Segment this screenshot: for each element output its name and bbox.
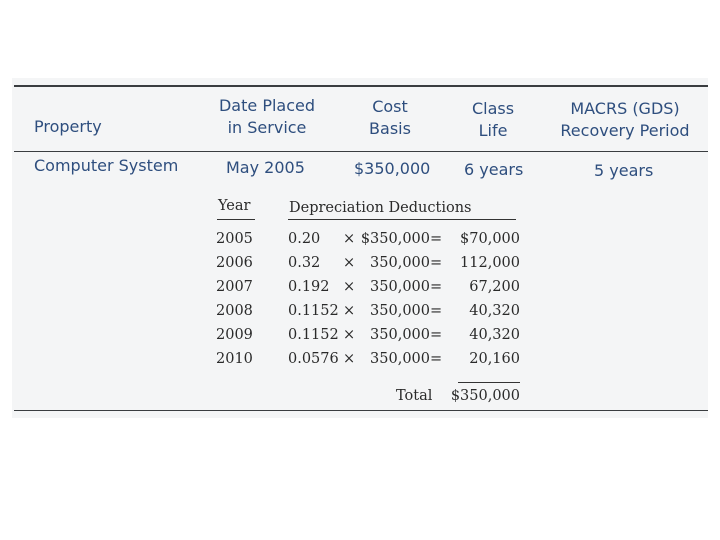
row-basis: 350,000: [370, 255, 430, 271]
row-basis: 350,000: [370, 327, 430, 343]
row-equals-sign: =: [430, 255, 443, 271]
schedule-year-header: Year: [218, 198, 251, 214]
deductions-header-underline: [288, 219, 516, 220]
row-equals-sign: =: [430, 351, 443, 367]
row-basis: 350,000: [370, 279, 430, 295]
row-year: 2010: [216, 351, 253, 367]
row-equals-sign: =: [430, 231, 443, 247]
header-property: Property: [34, 117, 102, 136]
asset-recovery-period: 5 years: [594, 161, 654, 180]
asset-date-placed: May 2005: [226, 158, 305, 177]
row-year: 2007: [216, 279, 253, 295]
row-rate: 0.20: [288, 231, 321, 247]
schedule-deductions-header: Depreciation Deductions: [289, 200, 472, 216]
row-times-sign: ×: [343, 351, 356, 367]
row-rate: 0.1152: [288, 303, 339, 319]
row-amount: 67,200: [469, 279, 520, 295]
row-amount: $70,000: [460, 231, 520, 247]
header-class-life: Class Life: [471, 99, 515, 140]
row-times-sign: ×: [343, 255, 356, 271]
row-basis: $350,000: [360, 231, 430, 247]
row-rate: 0.1152: [288, 327, 339, 343]
total-underline: [458, 382, 520, 383]
row-times-sign: ×: [343, 327, 356, 343]
row-amount: 112,000: [460, 255, 520, 271]
row-times-sign: ×: [343, 231, 356, 247]
table-bottom-rule: [14, 410, 708, 411]
row-year: 2005: [216, 231, 253, 247]
asset-cost-basis: $350,000: [354, 159, 431, 178]
header-cost-basis: Cost Basis: [369, 97, 411, 138]
row-rate: 0.0576: [288, 351, 339, 367]
total-label: Total: [396, 388, 433, 404]
row-rate: 0.32: [288, 255, 321, 271]
year-header-underline: [217, 219, 255, 220]
row-rate: 0.192: [288, 279, 330, 295]
header-bottom-rule: [14, 151, 708, 152]
row-amount: 40,320: [469, 303, 520, 319]
total-amount: $350,000: [450, 388, 520, 404]
row-times-sign: ×: [343, 279, 356, 295]
asset-class-life: 6 years: [464, 160, 524, 179]
header-macrs-recovery-period: MACRS (GDS) Recovery Period: [560, 99, 690, 140]
table-top-rule: [14, 85, 708, 87]
row-equals-sign: =: [430, 279, 443, 295]
asset-property: Computer System: [34, 156, 179, 175]
header-date-placed: Date Placed in Service: [218, 96, 316, 137]
row-basis: 350,000: [370, 303, 430, 319]
row-amount: 20,160: [469, 351, 520, 367]
row-year: 2009: [216, 327, 253, 343]
row-year: 2006: [216, 255, 253, 271]
row-basis: 350,000: [370, 351, 430, 367]
row-equals-sign: =: [430, 303, 443, 319]
row-amount: 40,320: [469, 327, 520, 343]
row-year: 2008: [216, 303, 253, 319]
row-times-sign: ×: [343, 303, 356, 319]
row-equals-sign: =: [430, 327, 443, 343]
